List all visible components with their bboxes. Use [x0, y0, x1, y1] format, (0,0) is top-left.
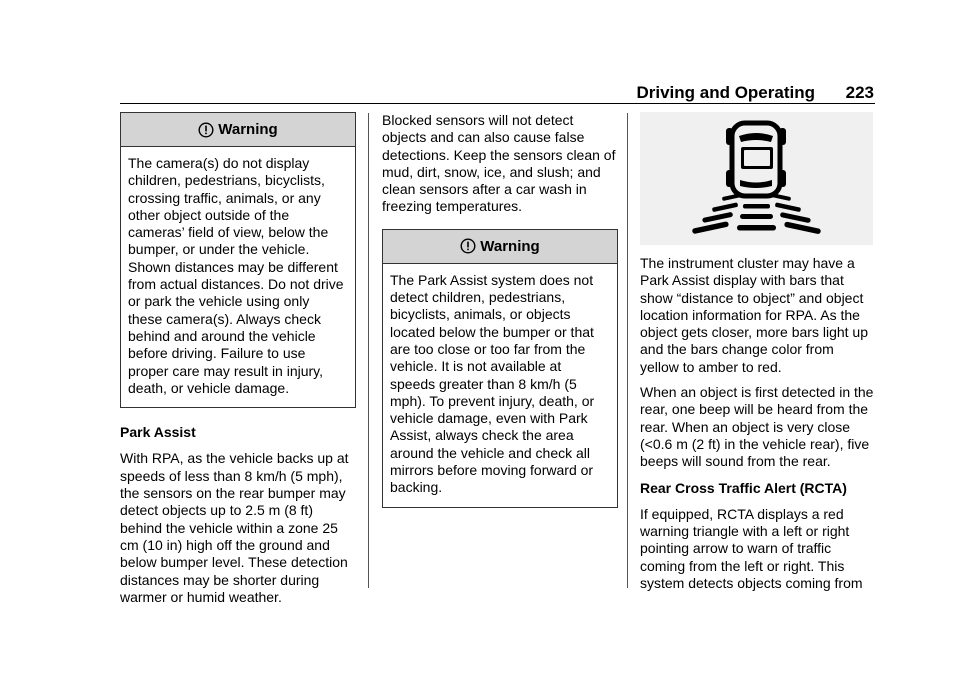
column-3	[640, 112, 876, 592]
warning-icon	[198, 122, 214, 138]
park-assist-heading: Park Assist	[120, 424, 196, 441]
park-assist-body: With RPA, as the vehicle backs up at speeds of less than 8 km/h (5 mph), the sensors on the rear bumper may detect objects up to 2.5 m (8 ft) behind the vehicle within a zone 25 cm (10 in) high off the ground and below bumper level. These detection distances may be shorter during warmer or humid weather.	[120, 450, 349, 605]
section-title: Driving and Operating	[636, 83, 815, 102]
column-1	[120, 112, 356, 606]
warning-header	[121, 113, 355, 147]
rcta-body: If equipped, RCTA displays a red warning triangle with a left or right pointing arrow to warn of traffic coming from the left or right. This system detects objects coming from	[640, 505, 863, 592]
warning-text: The Park Assist system does not detect children, pedestrians, bicyclists, animals, or objects located below the bumper or that are too close or too far from the vehicle. It is not available at speeds greater than 8 km/h (5 mph). To prevent injury, death, or vehicle damage, even with Park Assist, always check the area around the vehicle and check all mirrors before moving forward or backing.	[390, 271, 595, 496]
column-divider-2	[627, 113, 628, 588]
park-assist-display-icon	[640, 112, 873, 245]
park-assist-warning-box	[382, 229, 618, 508]
page-header	[120, 79, 875, 104]
warning-title: Warning	[218, 120, 278, 138]
blocked-sensors-text: Blocked sensors will not detect objects and can also cause false detections. Keep the sensors clean of mud, dirt, snow, ice, and slush; and clean sensors after a car wash in freezing temperatures.	[382, 112, 616, 215]
column-divider-1	[368, 113, 369, 588]
warning-header	[383, 230, 617, 264]
warning-icon	[460, 238, 476, 254]
warning-title: Warning	[480, 237, 540, 255]
warning-text: The camera(s) do not display children, pedestrians, bicyclists, crossing traffic, animals, or any other object outside of the cameras’ field of view, below the bumper, or under the vehicle. Shown distances may be different from actual distances. Do not drive or park the vehicle using only these camera(s). Always check behind and around the vehicle before driving. Failure to use proper care may result in injury, death, or vehicle damage.	[128, 155, 344, 396]
rcta-heading: Rear Cross Traffic Alert (RCTA)	[640, 479, 847, 496]
page-number: 223	[845, 83, 874, 102]
camera-warning-box	[120, 112, 356, 408]
cluster-display-text: The instrument cluster may have a Park Assist display with bars that show “distance to object” and object location information for RPA. As the object gets closer, more bars light up and the bars change color from yellow to amber to red.	[640, 255, 869, 375]
beep-text: When an object is first detected in the rear, one beep will be heard from the rear. When an object is very close (<0.6 m (2 ft) in the vehicle rear), five beeps will sound from the rear.	[640, 384, 874, 470]
column-2	[382, 112, 618, 508]
